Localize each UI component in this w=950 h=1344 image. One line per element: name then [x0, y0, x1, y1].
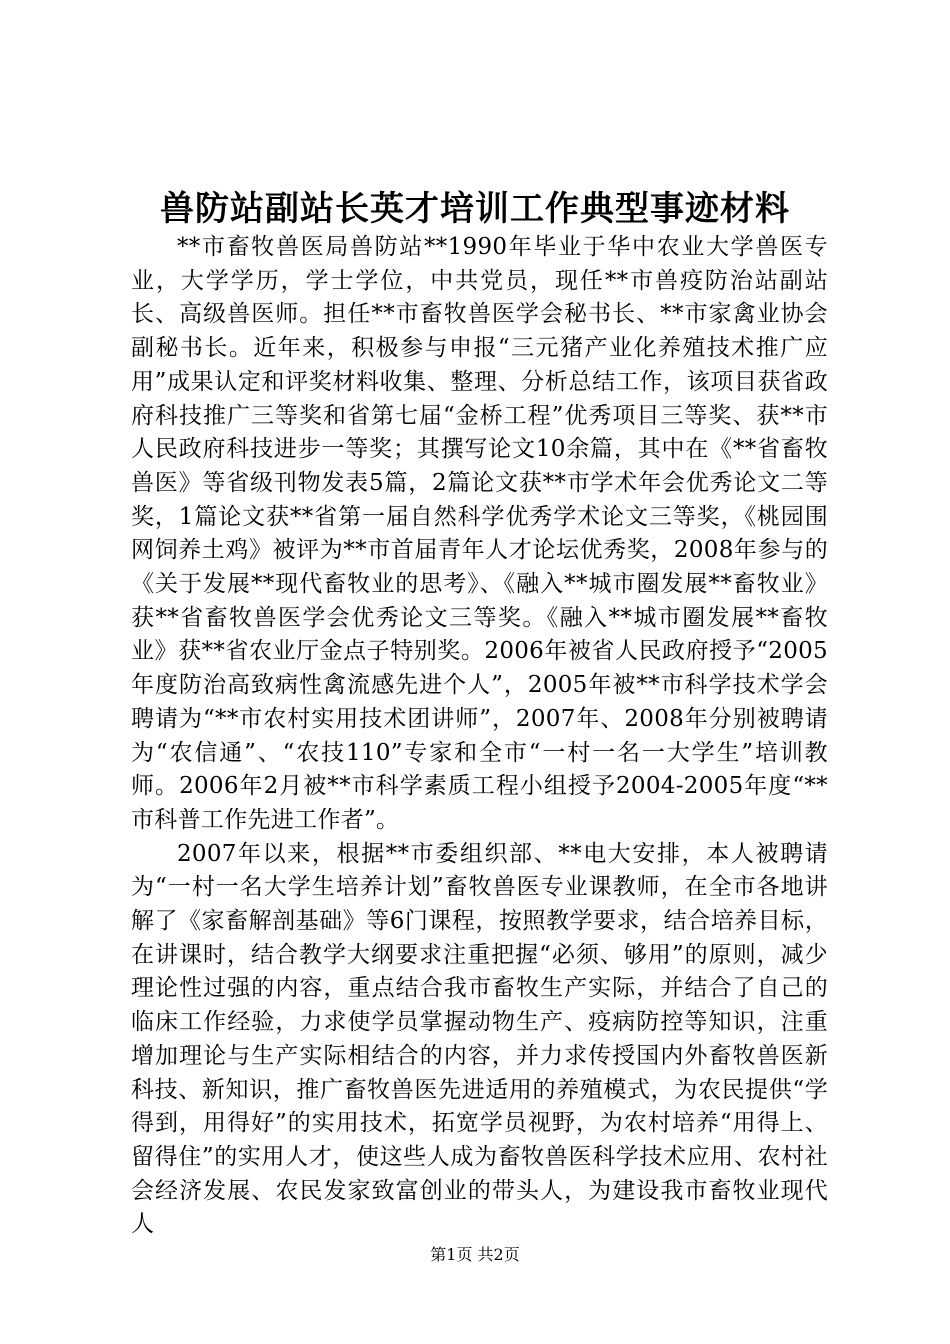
page-number-footer: 第1页 共2页 [430, 1245, 520, 1264]
paragraph-2: 2007年以来，根据**市委组织部、**电大安排，本人被聘请为“一村一名大学生培养计划”畜牧兽医专业课教师，在全市各地讲解了《家畜解剖基础》等6门课程，按照教学要求，结合培养目标，在讲课时，结合教学大纲要求注重把握“必须、够用”的原则，减少理论性过强的内容，重点结合我市畜牧生产实际，并结合了自己的临床工作经验，力求使学员掌握动物生产、疫病防控等知识，注重增加理论与生产实际相结合的内容，并力求传授国内外畜牧兽医新科技、新知识，推广畜牧兽医先进适用的养殖模式，为农民提供“学得到，用得好”的实用技术，拓宽学员视野，为农村培养“用得上、留得住”的实用人才，使这些人成为畜牧兽医科学技术应用、农村社会经济发展、农民发家致富创业的带头人，为建设我市畜牧业现代人 [131, 840, 828, 1238]
paragraph-1: **市畜牧兽医局兽防站**1990年毕业于华中农业大学兽医专业，大学学历，学士学位，中共党员，现任**市兽疫防治站副站长、高级兽医师。担任**市畜牧兽医学会秘书长、**市家禽业协会副秘书长。近年来，积极参与申报“三元猪产业化养殖技术推广应用”成果认定和评奖材料收集、整理、分析总结工作，该项目获省政府科技推广三等奖和省第七届“金桥工程”优秀项目三等奖、获**市人民政府科技进步一等奖；其撰写论文10余篇，其中在《**省畜牧兽医》等省级刊物发表5篇，2篇论文获**市学术年会优秀论文二等奖，1篇论文获**省第一届自然科学优秀学术论文三等奖，《桃园围网饲养土鸡》被评为**市首届青年人才论坛优秀奖，2008年参与的《关于发展**现代畜牧业的思考》、《融入**城市圈发展**畜牧业》获**省畜牧兽医学会优秀论文三等奖。《融入**城市圈发展**畜牧业》获**省农业厅金点子特别奖。2006年被省人民政府授予“2005年度防治高致病性禽流感先进个人”，2005年被**市科学技术学会聘请为“**市农村实用技术团讲师”，2007年、2008年分别被聘请为“农信通”、“农技110”专家和全市“一村一名一大学生”培训教师。2006年2月被**市科学素质工程小组授予2004-2005年度“**市科普工作先进工作者”。 [131, 234, 828, 833]
document-body [131, 231, 828, 1242]
document-title: 兽防站副站长英才培训工作典型事迹材料 [160, 189, 790, 229]
